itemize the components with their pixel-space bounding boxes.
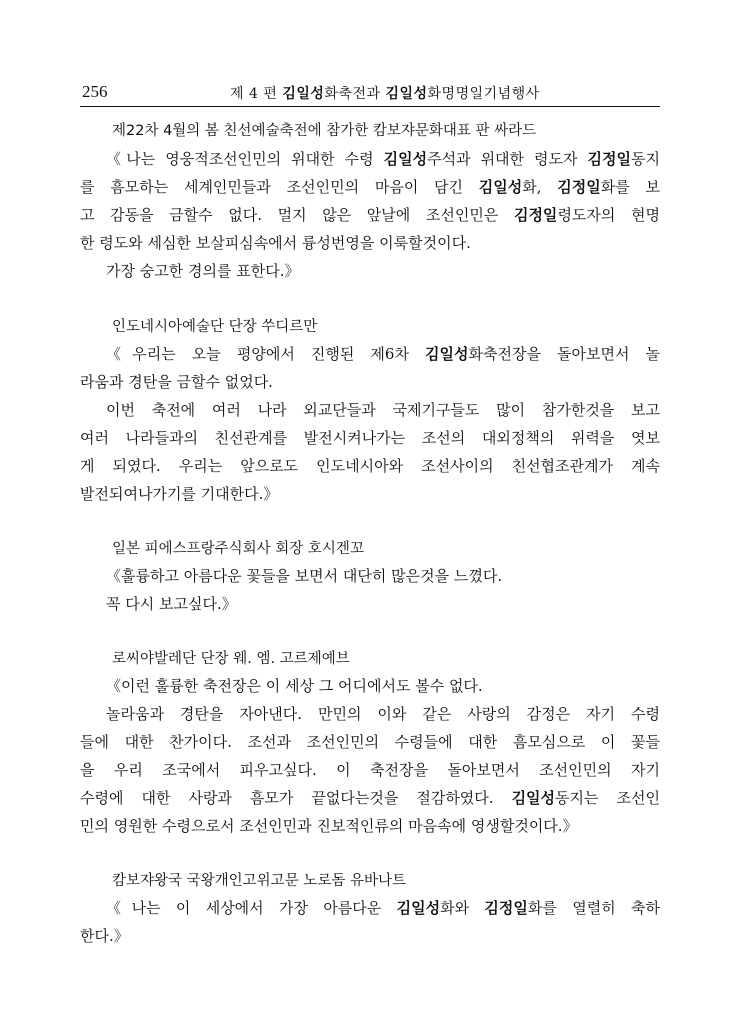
page-number: 256 (82, 82, 108, 101)
speaker-heading: 인도네시아예술단 단장 쑤디르만 (112, 319, 318, 335)
running-header (80, 78, 660, 107)
paragraph-line: 《나는 이 세상에서 가장 아름다운 김일성화와 김정일화를 열렬히 축하 (106, 899, 661, 917)
paragraph-line: 여러 나라들과의 친선관계를 발전시켜나가는 조선의 대외정책의 위력을 엿보 (80, 429, 660, 447)
paragraph-line: 《나는 영웅적조선인민의 위대한 수령 김일성주석과 위대한 령도자 김정일동지 (106, 150, 660, 168)
paragraph-line: 한 령도와 세심한 보살피심속에서 륭성번영을 이룩할것이다. (80, 234, 471, 252)
paragraph-line: 《훌륭하고 아름다운 꽃들을 보면서 대단히 많은것을 느꼈다. (106, 567, 503, 585)
paragraph-line: 발전되여나가기를 기대한다.》 (80, 485, 279, 503)
paragraph-line: 꼭 다시 보고싶다.》 (106, 595, 237, 613)
speaker-heading: 일본 피에스프랑주식회사 회장 호시겐꼬 (112, 541, 364, 557)
paragraph-line: 고 감동을 금할수 없다. 멀지 않은 앞날에 조선인민은 김정일령도자의 현명 (80, 206, 660, 224)
paragraph-line: 를 흠모하는 세계인민들과 조선인민의 마음이 담긴 김일성화, 김정일화를 보 (80, 178, 661, 196)
running-title: 제 4 편 김일성화축전과 김일성화명명일기념행사 (230, 86, 540, 102)
paragraph-line: 이번 축전에 여러 나라 외교단들과 국제기구들도 많이 참가한것을 보고 (106, 401, 660, 419)
paragraph-line: 들에 대한 찬가이다. 조선과 조선인민의 수령들에 대한 흠모심으로 이 꽃들 (80, 733, 660, 751)
speaker-heading: 캄보쟈왕국 국왕개인고위고문 노로돔 유바나트 (112, 873, 406, 889)
paragraph-line: 민의 영원한 수령으로서 조선인민과 진보적인류의 마음속에 영생할것이다.》 (80, 817, 578, 835)
paragraph-line: 을 우리 조국에서 피우고싶다. 이 축전장을 돌아보면서 조선인민의 자기 (80, 761, 660, 779)
paragraph-line: 놀라움과 경탄을 자아낸다. 만민의 이와 같은 사랑의 감정은 자기 수령 (106, 705, 660, 723)
paragraph-line: 한다.》 (80, 927, 129, 945)
paragraph-line: 라움과 경탄을 금할수 없었다. (80, 373, 273, 391)
speaker-heading: 제22차 4월의 봄 친선예술축전에 참가한 캄보쟈문화대표 판 싸라드 (112, 123, 537, 139)
paragraph-line: 가장 숭고한 경의를 표한다.》 (106, 262, 300, 280)
paragraph-line: 《이런 훌륭한 축전장은 이 세상 그 어디에서도 볼수 없다. (106, 677, 483, 695)
paragraph-line: 게 되였다. 우리는 앞으로도 인도네시아와 조선사이의 친선협조관계가 계속 (80, 457, 660, 475)
paragraph-line: 《우리는 오늘 평양에서 진행된 제6차 김일성화축전장을 돌아보면서 놀 (106, 345, 660, 363)
speaker-heading: 로씨야발레단 단장 웨. 엠. 고르제예브 (112, 651, 350, 667)
paragraph-line: 수령에 대한 사랑과 흠모가 끝없다는것을 절감하였다. 김일성동지는 조선인 (80, 789, 660, 807)
